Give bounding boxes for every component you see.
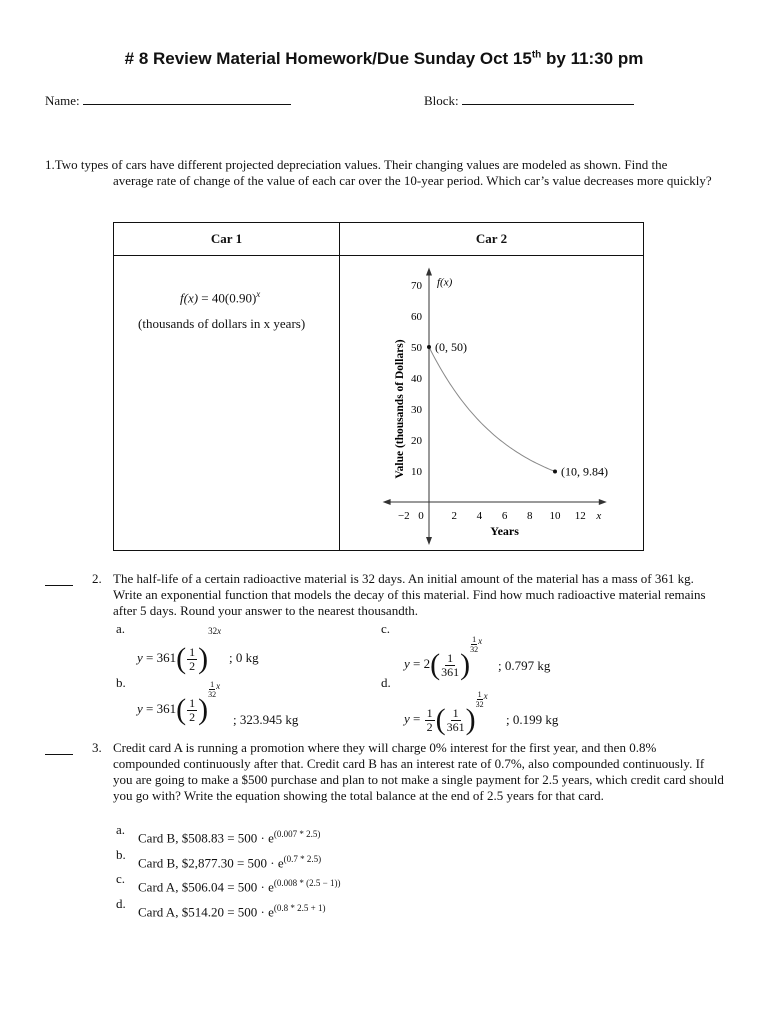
name-line[interactable] [83,104,291,105]
function-label: f(x) [437,276,453,289]
q2-option-a-letter[interactable]: a. [116,621,126,636]
data-point-label: (0, 50) [435,340,467,354]
y-tick-label: 50 [411,342,422,354]
x-tick-label: −2 [397,510,410,522]
q2-option-a-answer: ; 0 kg [229,650,259,665]
q2-option-c-answer: ; 0.797 kg [498,658,551,673]
y-axis-arrow-up [426,268,432,276]
q2-option-c[interactable]: y = 2( $\frac{1}{361}$ ) $\frac{1}{32}$ $^x$ [404,635,483,682]
block-field[interactable]: Block: [424,93,634,109]
data-point [553,469,557,473]
q3-option-b-letter[interactable]: b. [116,847,126,862]
question-1: 1.Two types of cars have different projected depreciation values. Their changing values are modeled as shown. Find the average rate of change of the value of each car over the 10-year period. Which car’s value decreases more quickly? [45,157,712,188]
data-point-label: (10, 9.84) [561,464,608,479]
x-axis-title: Years [490,524,519,538]
q2-option-d-letter[interactable]: d. [381,675,391,690]
q2-option-b[interactable]: y = 361( $\frac{1}{2}$ ) $\frac{1}{32}$ $^x$ [137,680,221,727]
y-tick-label: 30 [411,404,422,416]
x-tick-label: 12 [574,510,586,522]
x-axis-letter: x [596,510,602,522]
x-tick-label: 6 [501,510,508,522]
car1-formula: $f(x) = 40(0.90)^x$ [180,289,261,306]
y-axis-arrow-down [426,537,432,545]
data-point [427,345,431,349]
q2-option-b-letter[interactable]: b. [116,675,126,690]
q3-number: 3. [92,740,102,755]
q2-option-c-letter[interactable]: c. [381,621,391,636]
q3-option-d-letter[interactable]: d. [116,896,126,911]
car1-cell [114,256,340,551]
cars-table [113,222,644,551]
answer-blank-3[interactable] [45,754,73,755]
x-axis-arrow-right [599,499,607,505]
x-tick-label: 10 [549,510,561,522]
y-tick-label: 60 [411,311,422,323]
q2-option-b-answer: ; 323.945 kg [233,712,299,727]
x-tick-label: 0 [418,510,424,522]
answer-blank-2[interactable] [45,585,73,586]
y-tick-label: 10 [411,466,422,478]
name-field[interactable]: Name: [45,93,291,109]
y-axis-title: Value (thousands of Dollars) [394,339,406,479]
x-tick-label: 2 [451,510,457,522]
x-axis-arrow-left [383,499,391,505]
q3-option-a-letter[interactable]: a. [116,822,126,837]
q2-number: 2. [92,571,102,586]
x-tick-label: 4 [476,510,483,522]
q3-option-d[interactable]: Card A, $514.20 = $500 \cdot e^{(0.8 * 2.5 + 1)}$ [138,903,326,920]
car2-header: Car 2 [340,223,644,256]
q2-option-a[interactable]: y = 361( $\frac{1}{2}$ )$^{32x}$ [137,626,222,676]
y-tick-label: 70 [411,280,422,292]
y-tick-label: 20 [411,435,422,447]
car2-graph [340,256,644,550]
q3-option-a[interactable]: Card B, $508.83 = $500 \cdot e^{(0.007 * 2.5)}$ [138,829,321,846]
x-tick-label: 8 [527,510,533,522]
q3-option-c[interactable]: Card A, $506.04 = $500 \cdot e^{(0.008 * (2.5 - 1))}$ [138,878,341,895]
page-title: # 8 Review Material Homework/Due Sunday Oct 15th by 11:30 pm [124,49,644,68]
q2-option-d-answer: ; 0.199 kg [506,712,559,727]
q3-option-c-letter[interactable]: c. [116,871,126,886]
car1-note: (thousands of dollars in x years) [138,316,306,331]
q3-text: Credit card A is running a promotion where they will charge 0% interest for the first year, and then 0.8% compounded continuously after that. Credit card B has an interest rate of 0.7%, also compounded continuously. If you are going to make a $500 purchase and plan to not make a single payment for 2.5 years, which credit card should you go with? Write the equation showing the total balance at the end of 2.5 years for that card. [113,740,724,803]
q3-option-b[interactable]: Card B, $2,877.30 = $500 \cdot e^{(0.7 * 2.5)}$ [138,854,322,871]
q2-text: The half-life of a certain radioactive material is 32 days. An initial amount of the material has a mass of 361 kg. Write an exponential function that models the decay of this material. Find how much radioactive material remains after 5 days. Round your answer to the nearest thousandth. [113,571,706,618]
car2-cell [340,256,644,551]
decay-curve [429,347,555,472]
q2-option-d[interactable]: y = $\frac{1}{2}$ ( $\frac{1}{361}$ ) $\frac{1}{32}$ $^x$ [404,690,488,737]
y-tick-label: 40 [411,373,422,385]
car1-header: Car 1 [114,223,340,256]
block-line[interactable] [462,104,634,105]
